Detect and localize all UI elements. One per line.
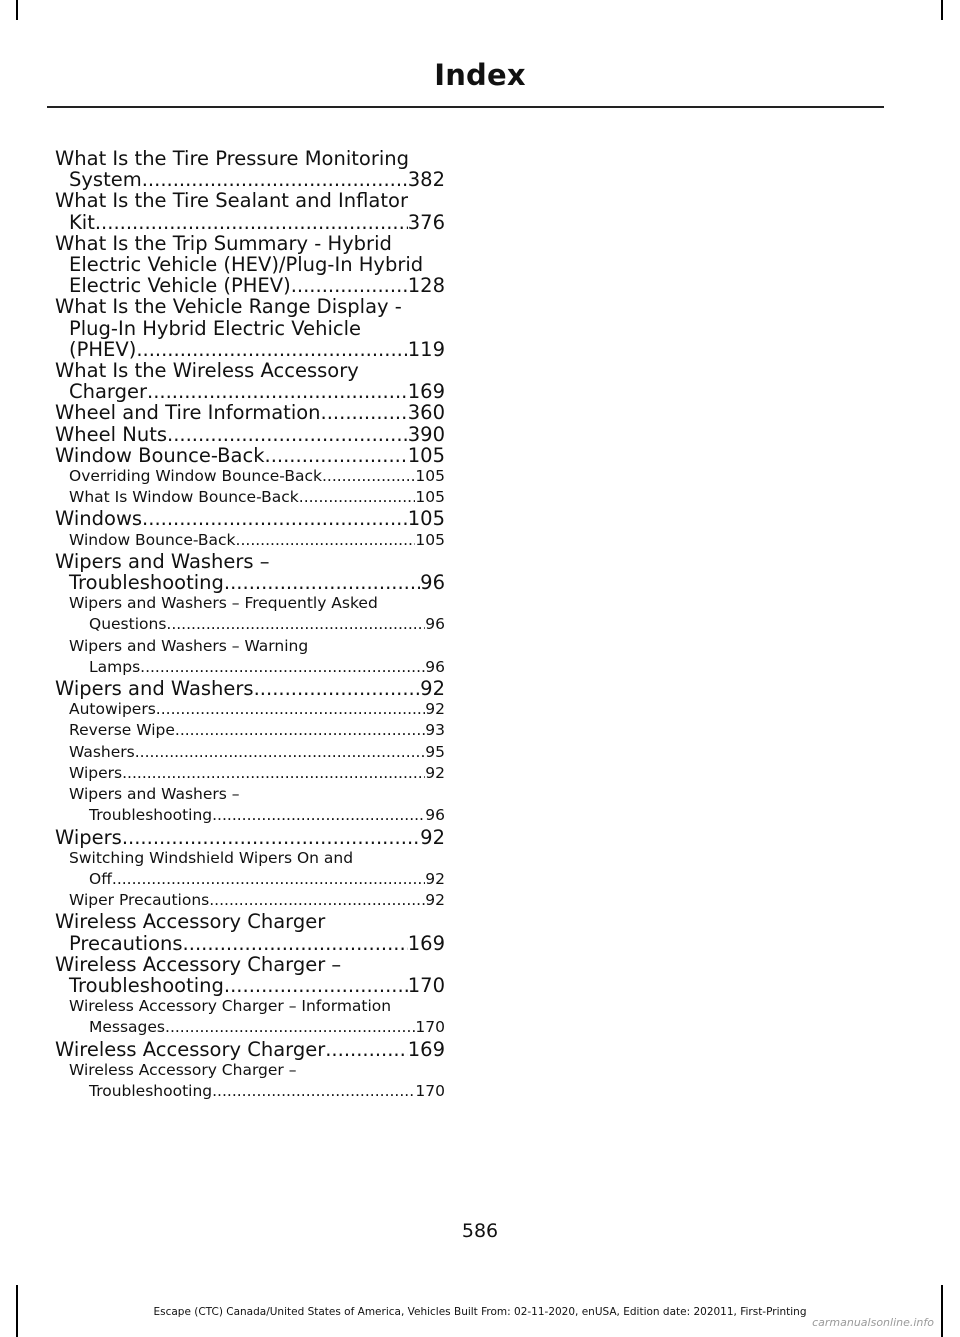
entry-page-number[interactable]: 376 — [407, 210, 445, 234]
leader-dots — [156, 699, 425, 720]
leader-dots — [175, 720, 425, 741]
watermark: carmanualsonline.info — [812, 1316, 934, 1329]
index-subentry[interactable] — [55, 784, 445, 826]
leader-dots — [325, 1039, 408, 1060]
header-divider — [47, 106, 884, 108]
entry-line — [69, 890, 445, 911]
entry-line — [55, 827, 445, 848]
entry-page-number[interactable]: 128 — [407, 274, 445, 298]
entry-text: Window Bounce-Back — [55, 443, 265, 467]
entry-page-number[interactable]: 105 — [415, 467, 445, 486]
entry-text: Autowipers — [69, 700, 156, 719]
index-entry[interactable] — [55, 424, 445, 445]
entry-line — [55, 190, 445, 211]
entry-line — [69, 742, 445, 763]
index-subentry[interactable] — [55, 530, 445, 551]
leader-dots — [291, 275, 408, 296]
entry-text: Wireless Accessory Charger – Information — [69, 997, 392, 1016]
entry-line — [69, 593, 445, 614]
entry-line — [69, 763, 445, 784]
leader-dots — [122, 827, 420, 848]
entry-text: What Is the Tire Sealant and Inflator — [55, 189, 408, 213]
entry-page-number[interactable]: 169 — [407, 380, 445, 404]
index-subentry[interactable] — [55, 742, 445, 763]
leader-dots — [112, 869, 425, 890]
crop-mark-top-left — [16, 0, 18, 20]
entry-text: Window Bounce-Back — [69, 530, 236, 549]
entry-text: Wiper Precautions — [69, 891, 210, 910]
leader-dots — [265, 445, 408, 466]
entry-text: Lamps — [89, 657, 141, 676]
entry-text: Troubleshooting — [89, 1081, 213, 1100]
entry-line — [55, 296, 445, 317]
entry-text: Electric Vehicle (HEV)/Plug-In Hybrid — [69, 253, 424, 277]
entry-text: Overriding Window Bounce-Back — [69, 467, 322, 486]
entry-line — [55, 551, 445, 572]
entry-text: System — [69, 168, 142, 192]
entry-page-number[interactable]: 169 — [407, 1037, 445, 1061]
entry-line — [55, 508, 445, 529]
entry-line — [69, 784, 445, 805]
entry-text: Electric Vehicle (PHEV) — [69, 274, 291, 298]
entry-page-number[interactable]: 92 — [420, 825, 445, 849]
entry-page-number[interactable]: 96 — [425, 615, 445, 634]
leader-dots — [167, 424, 408, 445]
entry-text: Charger — [69, 380, 147, 404]
index-entry[interactable] — [55, 551, 445, 593]
entry-page-number[interactable]: 92 — [425, 869, 445, 888]
entry-line — [55, 954, 445, 975]
index-entry[interactable] — [55, 827, 445, 848]
entry-line — [69, 1060, 445, 1081]
entry-page-number[interactable]: 105 — [407, 507, 445, 531]
entry-line — [69, 805, 445, 826]
entry-page-number[interactable]: 95 — [425, 742, 445, 761]
entry-line — [55, 572, 445, 593]
entry-text: Questions — [89, 615, 167, 634]
entry-line — [69, 869, 445, 890]
entry-text: Switching Windshield Wipers On and — [69, 848, 354, 867]
entry-text: Precautions — [69, 931, 183, 955]
entry-text: Kit — [69, 210, 95, 234]
index-entry[interactable] — [55, 402, 445, 423]
leader-dots — [236, 530, 416, 551]
entry-line — [69, 636, 445, 657]
entry-line — [55, 424, 445, 445]
entry-line — [55, 339, 445, 360]
entry-line — [55, 975, 445, 996]
entry-page-number[interactable]: 105 — [407, 443, 445, 467]
entry-page-number[interactable]: 105 — [415, 488, 445, 507]
leader-dots — [299, 487, 416, 508]
index-entry[interactable] — [55, 190, 445, 232]
entry-line — [69, 530, 445, 551]
entry-line — [69, 720, 445, 741]
entry-page-number[interactable]: 169 — [407, 931, 445, 955]
entry-text: Messages — [89, 1018, 166, 1037]
entry-line — [55, 402, 445, 423]
leader-dots — [165, 1017, 415, 1038]
entry-line — [55, 148, 445, 169]
entry-text: Reverse Wipe — [69, 721, 175, 740]
leader-dots — [135, 742, 426, 763]
entry-line — [55, 169, 445, 190]
index-entry[interactable] — [55, 954, 445, 996]
entry-text: Wireless Accessory Charger – — [69, 1060, 297, 1079]
leader-dots — [142, 169, 408, 190]
entry-page-number[interactable]: 93 — [425, 721, 445, 740]
entry-line — [69, 1017, 445, 1038]
index-entry[interactable] — [55, 911, 445, 953]
entry-page-number[interactable]: 92 — [425, 700, 445, 719]
entry-page-number[interactable]: 96 — [425, 806, 445, 825]
entry-line — [55, 233, 445, 254]
leader-dots — [212, 1081, 415, 1102]
footer-text: Escape (CTC) Canada/United States of America, Vehicles Built From: 02-11-2020, enUSA, Edition date: 202011, First-Printing — [153, 1306, 807, 1318]
index-subentry[interactable] — [55, 848, 445, 890]
entry-page-number[interactable]: 92 — [425, 891, 445, 910]
entry-text: Wireless Accessory Charger — [55, 910, 326, 934]
entry-line — [69, 657, 445, 678]
leader-dots — [224, 572, 420, 593]
entry-line — [69, 1081, 445, 1102]
entry-line — [69, 614, 445, 635]
leader-dots — [224, 975, 408, 996]
leader-dots — [166, 614, 425, 635]
entry-text: Off — [89, 869, 112, 888]
entry-text: What Is Window Bounce-Back — [69, 488, 299, 507]
entry-text: Wheel Nuts — [55, 422, 168, 446]
index-entry[interactable] — [55, 360, 445, 402]
entry-page-number[interactable]: 170 — [407, 973, 445, 997]
entry-line — [55, 678, 445, 699]
entry-page-number[interactable]: 92 — [425, 763, 445, 782]
entry-text: Troubleshooting — [89, 806, 213, 825]
entry-line — [69, 699, 445, 720]
entry-text: Troubleshooting — [69, 973, 224, 997]
entry-line — [55, 1039, 445, 1060]
index-subentry[interactable] — [55, 890, 445, 911]
index-entry[interactable] — [55, 1039, 445, 1060]
entry-line — [55, 318, 445, 339]
index-subentry[interactable] — [55, 996, 445, 1038]
index-subentry[interactable] — [55, 699, 445, 720]
leader-dots — [136, 339, 407, 360]
index-entry[interactable] — [55, 445, 445, 466]
entry-text: Troubleshooting — [69, 571, 224, 595]
leader-dots — [122, 763, 425, 784]
entry-page-number[interactable]: 96 — [425, 657, 445, 676]
entry-line — [69, 487, 445, 508]
entry-line — [69, 466, 445, 487]
page-title: Index — [434, 58, 526, 92]
entry-page-number[interactable]: 390 — [407, 422, 445, 446]
entry-page-number[interactable]: 382 — [407, 168, 445, 192]
index-subentry[interactable] — [55, 636, 445, 678]
entry-text: Wireless Accessory Charger — [55, 1037, 326, 1061]
entry-page-number[interactable]: 360 — [407, 401, 445, 425]
entry-text: Windows — [55, 507, 143, 531]
index-entry[interactable] — [55, 296, 445, 360]
page-number: 586 — [461, 1220, 499, 1242]
entry-line — [55, 381, 445, 402]
entry-text: What Is the Trip Summary - Hybrid — [55, 231, 392, 255]
entry-text: (PHEV) — [69, 337, 137, 361]
entry-page-number[interactable]: 92 — [420, 677, 445, 701]
leader-dots — [140, 657, 425, 678]
entry-line — [69, 996, 445, 1017]
entry-text: Wipers — [55, 825, 122, 849]
entry-text: Wipers and Washers – — [55, 549, 270, 573]
index-subentry[interactable] — [55, 466, 445, 487]
entry-page-number[interactable]: 170 — [415, 1018, 445, 1037]
leader-dots — [254, 678, 421, 699]
entry-text: Wipers — [69, 763, 123, 782]
entry-line — [55, 360, 445, 381]
index-entry[interactable] — [55, 233, 445, 297]
leader-dots — [209, 890, 425, 911]
leader-dots — [321, 402, 408, 423]
index-entry[interactable] — [55, 508, 445, 529]
leader-dots — [322, 466, 415, 487]
entry-text: Wipers and Washers — [55, 677, 254, 701]
entry-line — [55, 933, 445, 954]
entry-text: Plug-In Hybrid Electric Vehicle — [69, 316, 362, 340]
entry-line — [55, 275, 445, 296]
index-subentry[interactable] — [55, 763, 445, 784]
index-entry[interactable] — [55, 148, 445, 190]
entry-text: Wheel and Tire Information — [55, 401, 321, 425]
leader-dots — [212, 805, 425, 826]
crop-mark-top-right — [941, 0, 943, 20]
index-list — [55, 148, 445, 1102]
entry-text: Wipers and Washers – Warning — [69, 636, 309, 655]
leader-dots — [147, 381, 408, 402]
entry-page-number[interactable]: 119 — [407, 337, 445, 361]
leader-dots — [183, 933, 408, 954]
entry-text: Wipers and Washers – Frequently Asked — [69, 594, 378, 613]
entry-line — [55, 254, 445, 275]
entry-line — [55, 445, 445, 466]
entry-line — [69, 848, 445, 869]
entry-text: What Is the Tire Pressure Monitoring — [55, 147, 409, 170]
entry-text: Wipers and Washers – — [69, 785, 240, 804]
index-entry[interactable] — [55, 678, 445, 699]
entry-text: What Is the Vehicle Range Display - — [55, 295, 402, 319]
entry-page-number[interactable]: 96 — [420, 571, 445, 595]
index-subentry[interactable] — [55, 487, 445, 508]
entry-line — [55, 212, 445, 233]
index-subentry[interactable] — [55, 593, 445, 635]
entry-page-number[interactable]: 170 — [415, 1081, 445, 1100]
entry-text: What Is the Wireless Accessory — [55, 359, 359, 383]
entry-page-number[interactable]: 105 — [415, 530, 445, 549]
entry-text: Washers — [69, 742, 135, 761]
index-subentry[interactable] — [55, 720, 445, 741]
entry-line — [55, 911, 445, 932]
leader-dots — [95, 212, 408, 233]
leader-dots — [142, 508, 408, 529]
entry-text: Wireless Accessory Charger – — [55, 952, 342, 976]
index-subentry[interactable] — [55, 1060, 445, 1102]
